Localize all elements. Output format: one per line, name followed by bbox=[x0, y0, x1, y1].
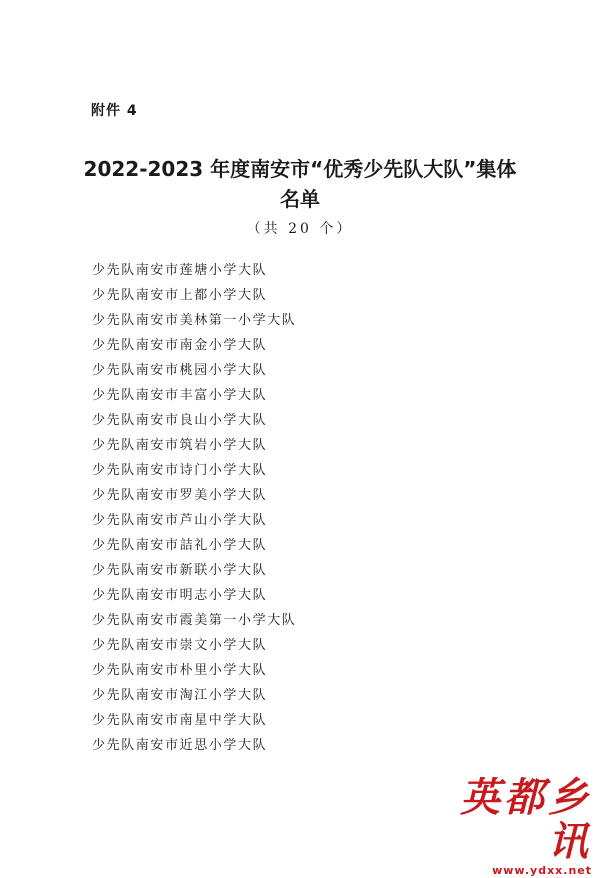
list-item: 少先队南安市近思小学大队 bbox=[92, 738, 268, 753]
list-item: 少先队南安市莲塘小学大队 bbox=[92, 263, 268, 278]
list-item: 少先队南安市南金小学大队 bbox=[92, 338, 268, 353]
list-item: 少先队南安市美林第一小学大队 bbox=[92, 313, 297, 328]
list-item: 少先队南安市诗门小学大队 bbox=[92, 463, 268, 478]
list-item: 少先队南安市淘江小学大队 bbox=[92, 688, 268, 703]
list-item: 少先队南安市朴里小学大队 bbox=[92, 663, 268, 678]
item-count: （共 20 个） bbox=[246, 221, 354, 237]
list-item: 少先队南安市良山小学大队 bbox=[92, 413, 268, 428]
list-item: 少先队南安市桃园小学大队 bbox=[92, 363, 268, 378]
list-item: 少先队南安市霞美第一小学大队 bbox=[92, 613, 297, 628]
honoree-list bbox=[92, 258, 296, 758]
list-item: 少先队南安市丰富小学大队 bbox=[92, 388, 268, 403]
title-line-1: 2022-2023 年度南安市“优秀少先队大队”集体 bbox=[83, 157, 517, 181]
list-item: 少先队南安市筑岩小学大队 bbox=[92, 438, 268, 453]
attachment-label: 附件 4 bbox=[91, 103, 138, 119]
list-item: 少先队南安市罗美小学大队 bbox=[92, 488, 268, 503]
title-line-2: 名单 bbox=[280, 187, 320, 211]
watermark-url: www.ydxx.net bbox=[492, 864, 592, 877]
site-watermark bbox=[422, 774, 592, 877]
list-item: 少先队南安市南星中学大队 bbox=[92, 713, 268, 728]
list-item: 少先队南安市明志小学大队 bbox=[92, 588, 268, 603]
list-item: 少先队南安市芦山小学大队 bbox=[92, 513, 268, 528]
list-item: 少先队南安市新联小学大队 bbox=[92, 563, 268, 578]
list-item: 少先队南安市詰礼小学大队 bbox=[92, 538, 268, 553]
list-item: 少先队南安市崇文小学大队 bbox=[92, 638, 268, 653]
watermark-logo: 英都乡讯 bbox=[460, 774, 592, 865]
list-item: 少先队南安市上都小学大队 bbox=[92, 288, 268, 303]
document-title bbox=[0, 154, 600, 214]
